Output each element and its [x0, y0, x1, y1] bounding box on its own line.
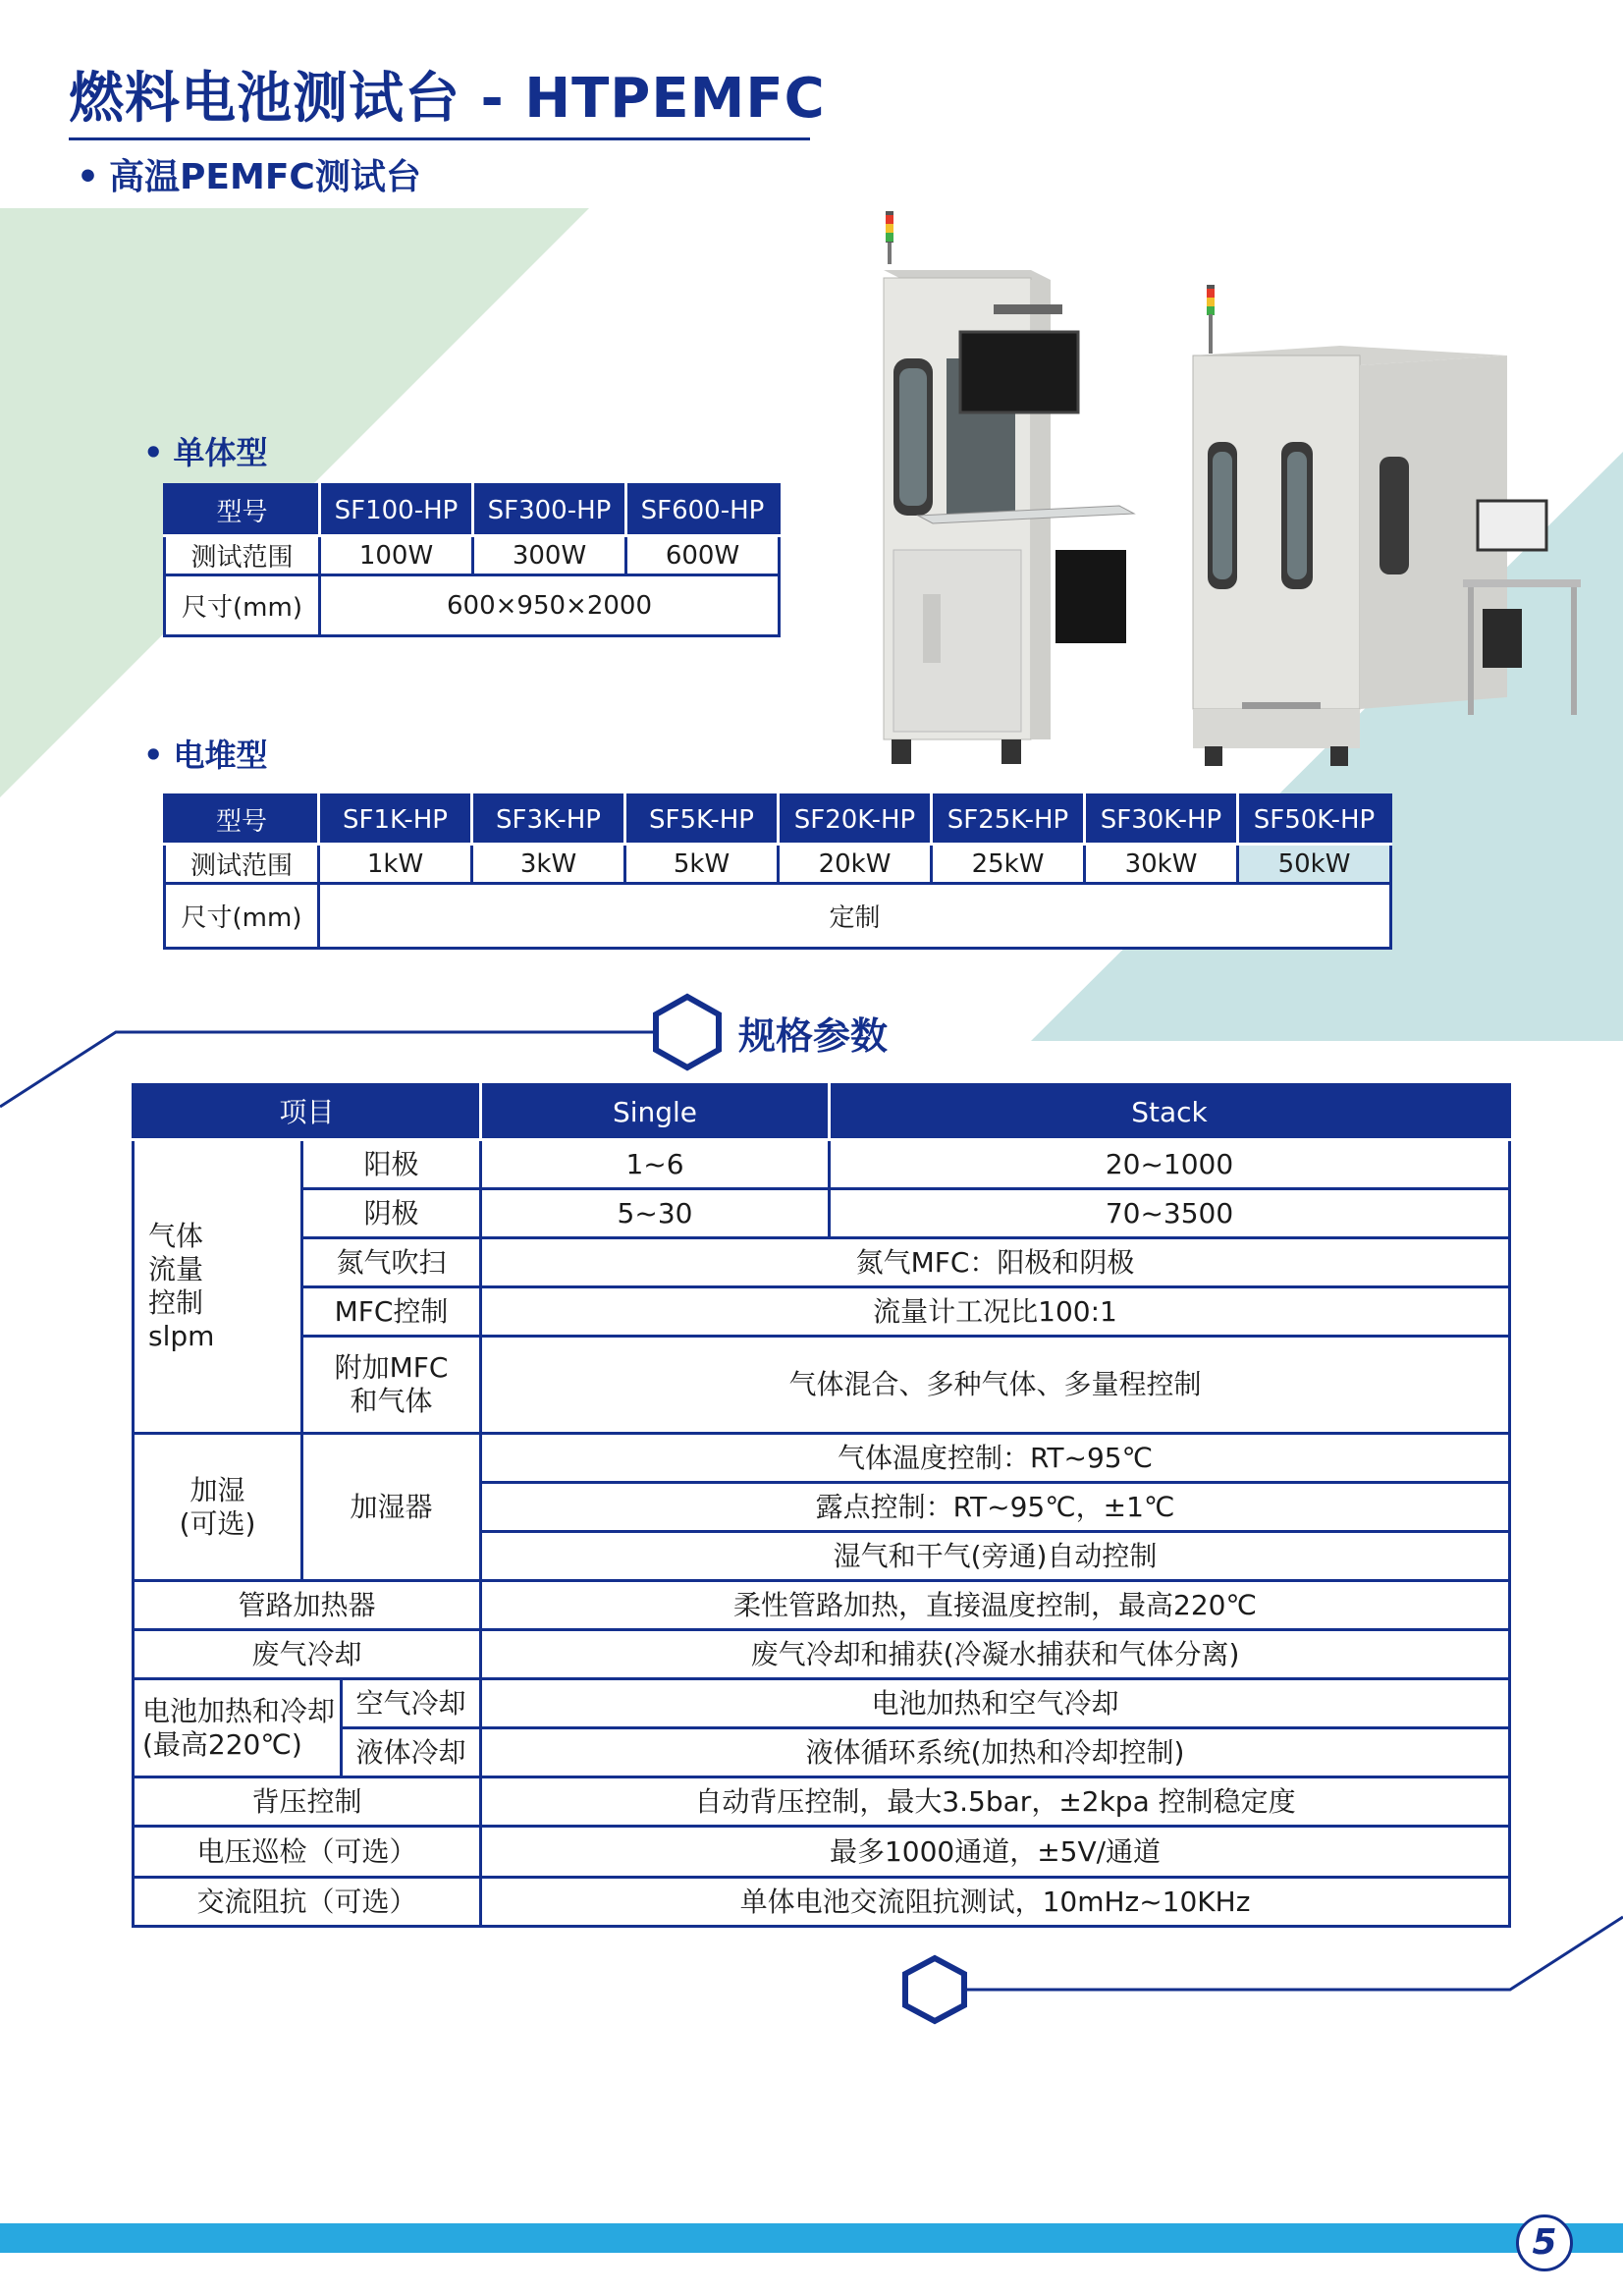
page-number: 5: [1516, 2214, 1573, 2271]
table-cell: 自动背压控制，最大3.5bar，±2kpa 控制稳定度: [481, 1777, 1510, 1827]
spec-heading: 规格参数: [738, 1014, 889, 1058]
table-cell: 600×950×2000: [320, 575, 780, 636]
column-header: 项目: [134, 1085, 481, 1140]
gas-flow-group-label: 气体 流量 控制 slpm: [134, 1140, 302, 1434]
table-cell: 50kW: [1238, 845, 1391, 884]
footer-bar: [0, 2223, 1623, 2253]
table-cell: SF3K-HP: [472, 795, 625, 845]
table-cell: 气体温度控制：RT~95℃: [481, 1434, 1510, 1483]
table-cell: 交流阻抗（可选）: [134, 1878, 481, 1927]
table-cell: 600W: [626, 536, 780, 575]
table-cell: 露点控制：RT~95℃，±1℃: [481, 1483, 1510, 1532]
table-cell: 柔性管路加热，直接温度控制，最高220℃: [481, 1581, 1510, 1630]
table-cell: SF600-HP: [626, 485, 780, 536]
table-cell: 液体冷却: [342, 1728, 481, 1777]
column-header: Single: [481, 1085, 830, 1140]
table-cell: 气体混合、多种气体、多量程控制: [481, 1337, 1510, 1434]
single-type-heading: • 单体型: [143, 434, 268, 471]
table-cell: 空气冷却: [342, 1679, 481, 1728]
table-cell: 流量计工况比100:1: [481, 1287, 1510, 1337]
table-cell: 阳极: [302, 1140, 481, 1189]
product-photo-single: [864, 211, 1159, 771]
page-subtitle: • 高温PEMFC测试台: [77, 157, 421, 197]
title-underline: [69, 137, 810, 140]
stack-type-heading: • 电堆型: [143, 737, 268, 774]
cell-thermal-group-label: 电池加热和冷却 (最高220℃): [134, 1679, 342, 1777]
table-cell: 100W: [320, 536, 473, 575]
table-cell: 废气冷却和捕获(冷凝水捕获和气体分离): [481, 1630, 1510, 1679]
spec-table: [132, 1083, 1511, 1928]
table-cell: 单体电池交流阻抗测试，10mHz~10KHz: [481, 1878, 1510, 1927]
table-cell: 氮气吹扫: [302, 1238, 481, 1287]
table-cell: 20kW: [779, 845, 932, 884]
table-cell: 70~3500: [830, 1189, 1510, 1238]
table-cell: SF1K-HP: [319, 795, 472, 845]
table-cell: 20~1000: [830, 1140, 1510, 1189]
table-cell: 5kW: [625, 845, 779, 884]
table-cell: 附加MFC 和气体: [302, 1337, 481, 1434]
column-header: Stack: [830, 1085, 1510, 1140]
table-cell: 300W: [473, 536, 626, 575]
table-cell: 尺寸(mm): [165, 575, 320, 636]
table-cell: 加湿器: [302, 1434, 481, 1581]
table-cell: SF25K-HP: [932, 795, 1085, 845]
product-photo-stack: [1183, 285, 1596, 776]
table-cell: SF5K-HP: [625, 795, 779, 845]
table-cell: 液体循环系统(加热和冷却控制): [481, 1728, 1510, 1777]
table-cell: 1kW: [319, 845, 472, 884]
table-cell: SF100-HP: [320, 485, 473, 536]
table-cell: 测试范围: [165, 536, 320, 575]
table-cell: 5~30: [481, 1189, 830, 1238]
table-cell: 尺寸(mm): [165, 884, 319, 949]
page-title: 燃料电池测试台 - HTPEMFC: [69, 67, 826, 131]
table-cell: 电压巡检（可选）: [134, 1827, 481, 1878]
table-cell: 背压控制: [134, 1777, 481, 1827]
bottom-decoration: [884, 1895, 1623, 2043]
table-cell: 氮气MFC：阳极和阴极: [481, 1238, 1510, 1287]
single-type-table: [163, 483, 781, 637]
table-cell: 最多1000通道，±5V/通道: [481, 1827, 1510, 1878]
table-cell: SF300-HP: [473, 485, 626, 536]
table-cell: SF20K-HP: [779, 795, 932, 845]
table-cell: 型号: [165, 795, 319, 845]
table-cell: 型号: [165, 485, 320, 536]
table-cell: 30kW: [1085, 845, 1238, 884]
table-cell: 电池加热和空气冷却: [481, 1679, 1510, 1728]
humidify-group-label: 加湿 (可选): [134, 1434, 302, 1581]
table-cell: 定制: [319, 884, 1391, 949]
table-cell: 废气冷却: [134, 1630, 481, 1679]
table-cell: MFC控制: [302, 1287, 481, 1337]
table-cell: 1~6: [481, 1140, 830, 1189]
table-cell: 25kW: [932, 845, 1085, 884]
table-cell: SF50K-HP: [1238, 795, 1391, 845]
table-cell: 3kW: [472, 845, 625, 884]
table-cell: 管路加热器: [134, 1581, 481, 1630]
table-cell: 阴极: [302, 1189, 481, 1238]
table-cell: 测试范围: [165, 845, 319, 884]
table-cell: 湿气和干气(旁通)自动控制: [481, 1532, 1510, 1581]
stack-type-table: [163, 793, 1392, 950]
table-cell: SF30K-HP: [1085, 795, 1238, 845]
